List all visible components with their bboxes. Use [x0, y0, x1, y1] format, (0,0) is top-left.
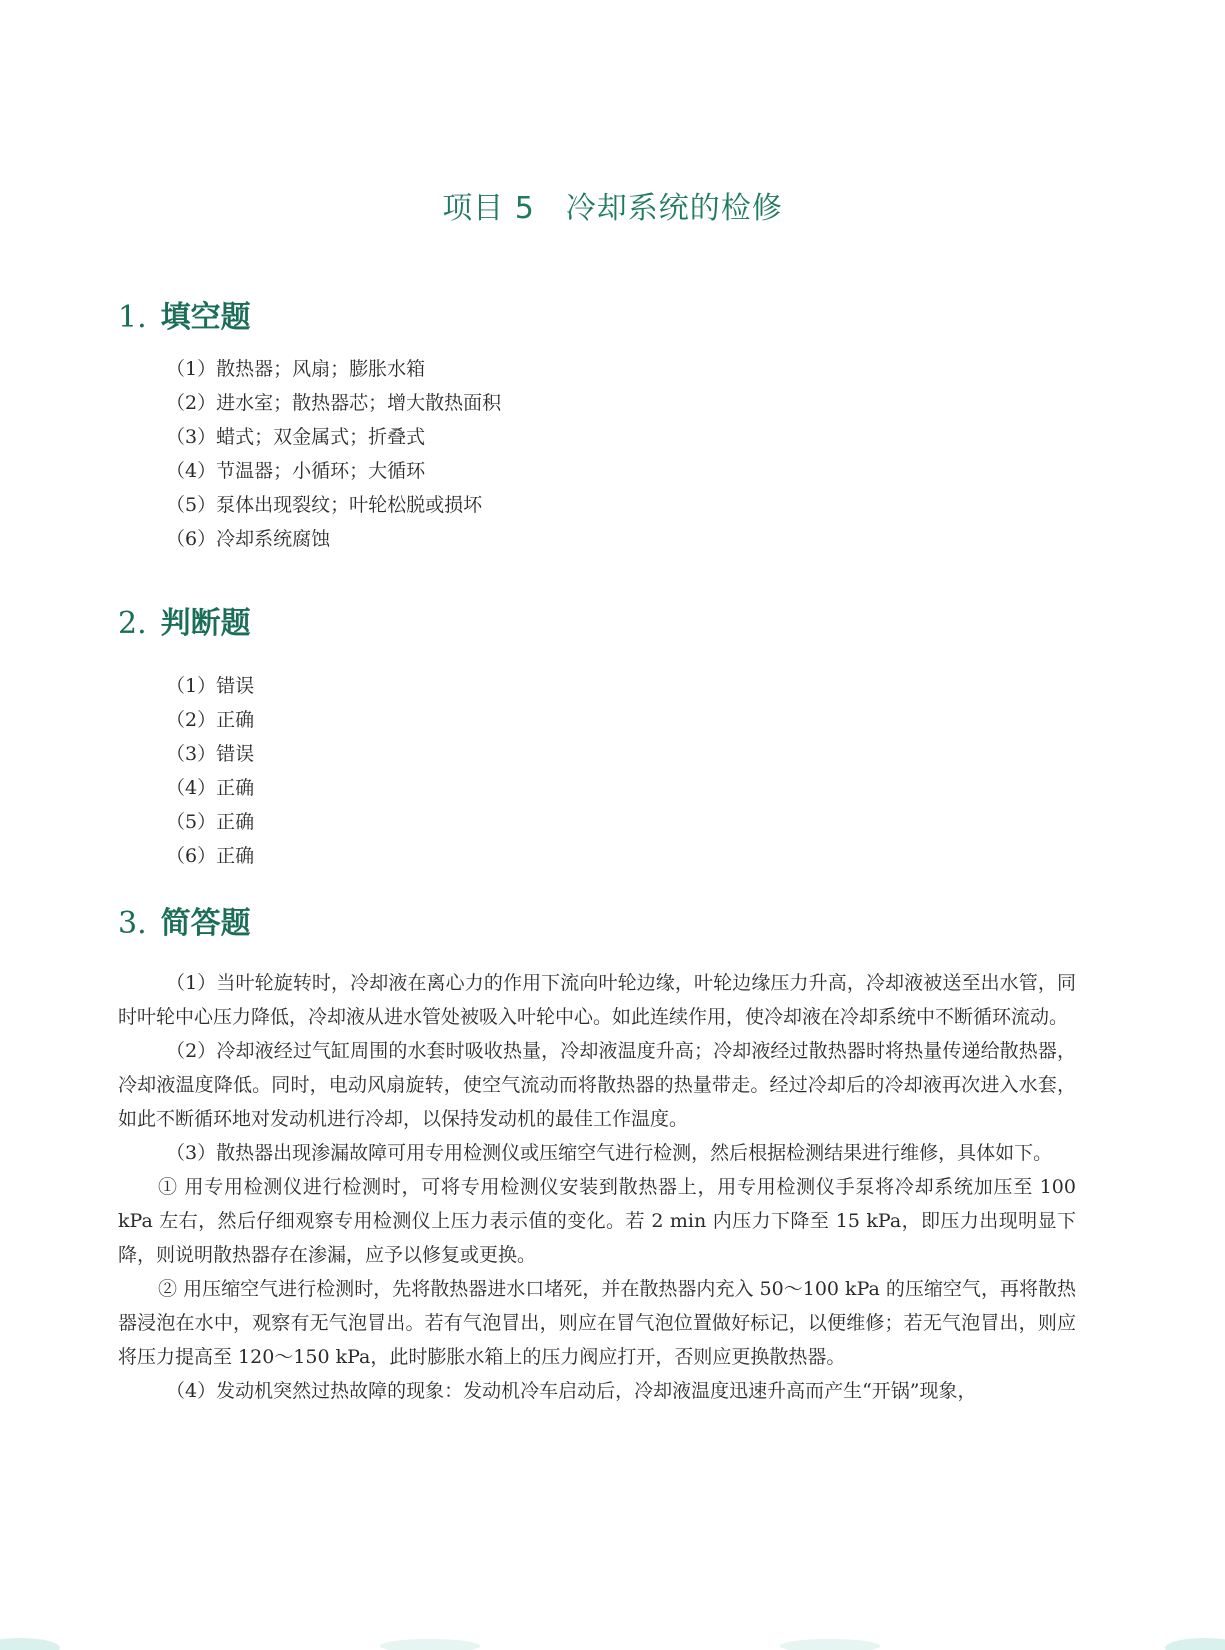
section-title: 填空题: [160, 300, 251, 335]
answer-paragraph: （1）当叶轮旋转时，冷却液在离心力的作用下流向叶轮边缘，叶轮边缘压力升高，冷却液被送至出水管，同时叶轮中心压力降低，冷却液从进水管处被吸入叶轮中心。如此连续作用，使冷却液在冷却系统中不断循环流动。: [118, 972, 1076, 1028]
list-item: （4）正确: [166, 777, 255, 799]
section-number: 2.: [118, 606, 147, 641]
true-false-answer-list: [166, 669, 254, 873]
fill-blank-answer-list: [166, 352, 501, 556]
section-heading-short-answer: [118, 898, 251, 942]
list-item: （2）进水室；散热器芯；增大散热面积: [166, 392, 502, 414]
section-heading-fill-blank: [118, 292, 251, 336]
footer-watermark-decoration: [0, 1610, 1225, 1650]
list-item: （1）错误: [166, 675, 255, 697]
list-item: （6）正确: [166, 845, 255, 867]
answer-subparagraph: ② 用压缩空气进行检测时，先将散热器进水口堵死，并在散热器内充入 50～100 kPa 的压缩空气，再将散热器浸泡在水中，观察有无气泡冒出。若有气泡冒出，则应在冒气泡位置做好标记，以便维修；若无气泡冒出，则应将压力提高至 120～150 kPa，此时膨胀水箱上的压力阀应打开，否则应更换散热器。: [118, 1278, 1076, 1368]
list-item: （5）泵体出现裂纹；叶轮松脱或损坏: [166, 494, 483, 516]
answer-paragraph: （2）冷却液经过气缸周围的水套时吸收热量，冷却液温度升高；冷却液经过散热器时将热量传递给散热器，冷却液温度降低。同时，电动风扇旋转，使空气流动而将散热器的热量带走。经过冷却后的冷却液再次进入水套，如此不断循环地对发动机进行冷却，以保持发动机的最佳工作温度。: [118, 1040, 1076, 1130]
list-item: （3）错误: [166, 743, 255, 765]
page-title: 项目 5 冷却系统的检修: [442, 191, 783, 226]
list-item: （2）正确: [166, 709, 255, 731]
section-title: 简答题: [160, 906, 251, 941]
list-item: （4）节温器；小循环；大循环: [166, 460, 426, 482]
section-heading-true-false: [118, 598, 251, 642]
list-item: （6）冷却系统腐蚀: [166, 528, 331, 550]
short-answer-body: [118, 966, 1076, 1408]
answer-paragraph: （3）散热器出现渗漏故障可用专用检测仪或压缩空气进行检测，然后根据检测结果进行维修，具体如下。: [166, 1142, 1053, 1164]
list-item: （3）蜡式；双金属式；折叠式: [166, 426, 426, 448]
list-item: （1）散热器；风扇；膨胀水箱: [166, 358, 426, 380]
section-number: 1.: [118, 300, 147, 335]
answer-subparagraph: ① 用专用检测仪进行检测时，可将专用检测仪安装到散热器上，用专用检测仪手泵将冷却系统加压至 100 kPa 左右，然后仔细观察专用检测仪上压力表示值的变化。若 2 min 内压力下降至 15 kPa，即压力出现明显下降，则说明散热器存在渗漏，应予以修复或更换。: [118, 1176, 1076, 1266]
section-title: 判断题: [160, 606, 251, 641]
answer-paragraph: （4）发动机突然过热故障的现象：发动机冷车启动后，冷却液温度迅速升高而产生“开锅”现象，: [166, 1380, 977, 1402]
list-item: （5）正确: [166, 811, 255, 833]
section-number: 3.: [118, 906, 147, 941]
